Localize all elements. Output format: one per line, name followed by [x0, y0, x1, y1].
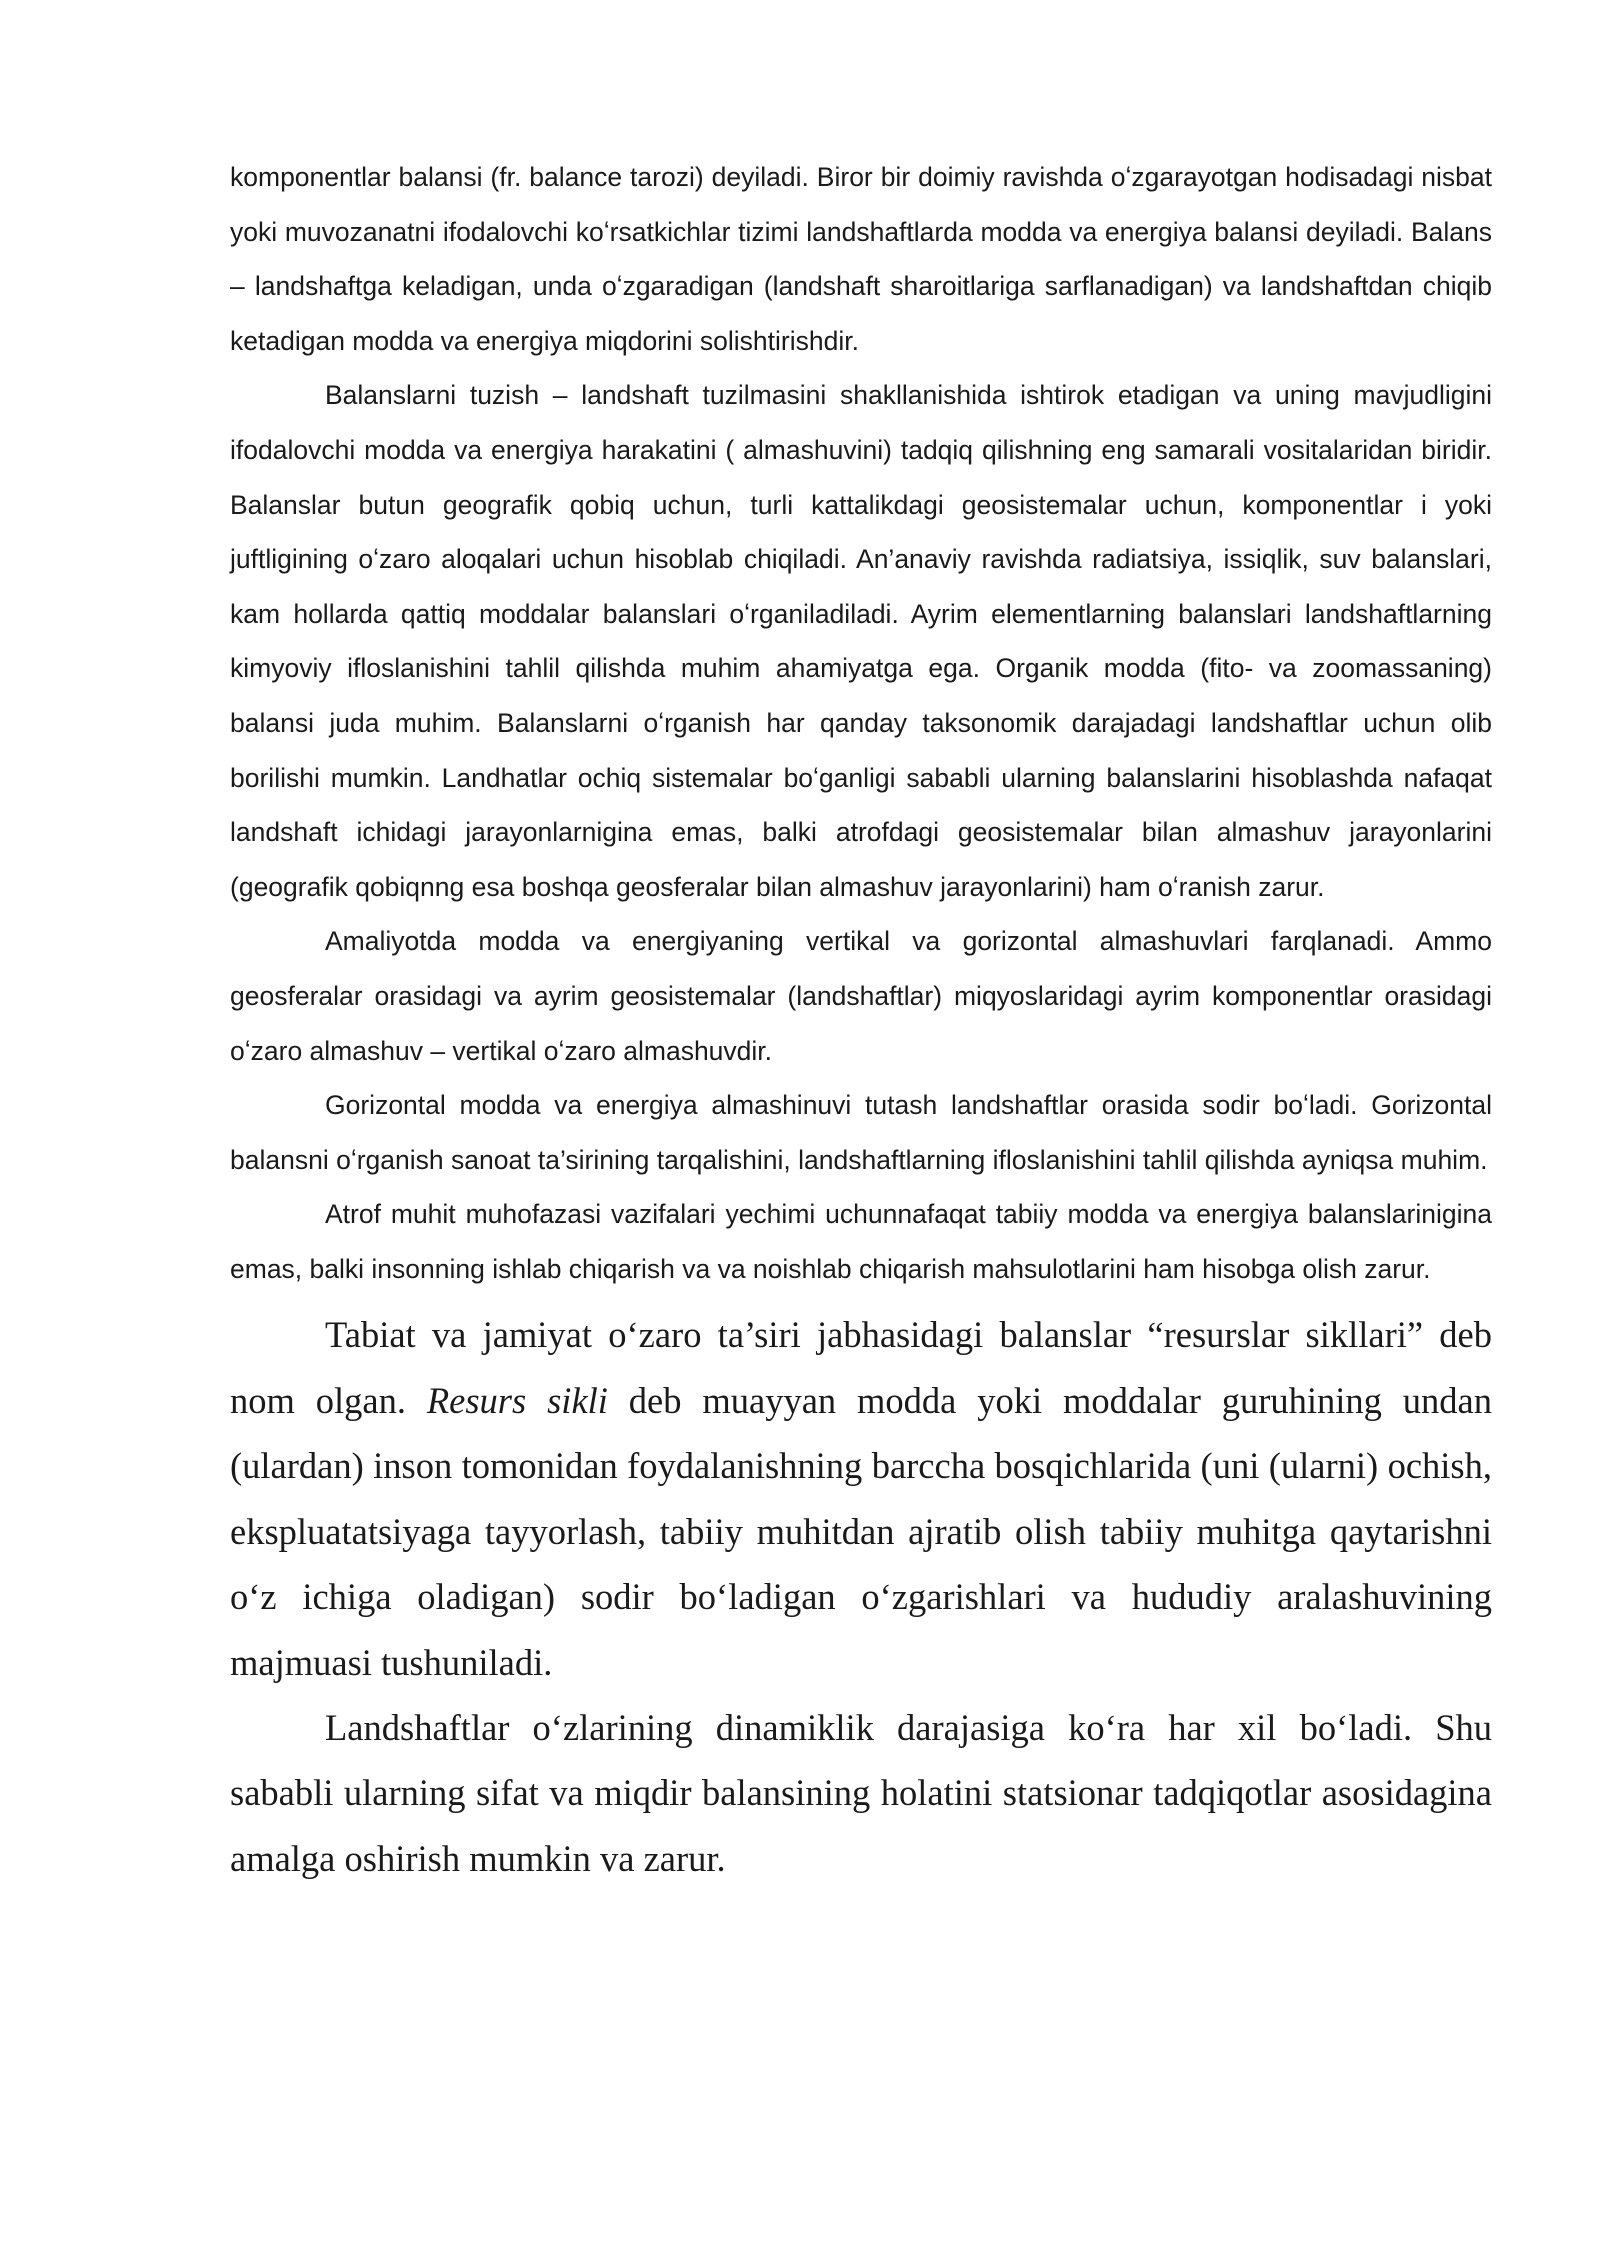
paragraph-balance-definition: komponentlar balansi (fr. balance tarozi) deyiladi. Biror bir doimiy ravishda oʻzgarayotgan hodisadagi nisbat yoki muvozanatni ifodalovchi koʻrsatkichlar tizimi landshaftlarda modda va energiya balansi deyiladi. Balans – landshaftga keladigan, unda oʻzgaradigan (landshaft sharoitlariga sarflanadigan) va landshaftdan chiqib ketadigan modda va energiya miqdorini solishtirishdir. — [230, 162, 1492, 356]
paragraph-landscape-dynamics: Landshaftlar oʻzlarining dinamiklik darajasiga koʻra har xil boʻladi. Shu sababli ularning sifat va miqdir balansining holatini statsionar tadqiqotlar asosidagina amalga oshirish mumkin va zarur. — [230, 1706, 1492, 1879]
document-page — [230, 150, 1492, 1891]
paragraph-environment-protection: Atrof muhit muhofazasi vazifalari yechimi uchunnafaqat tabiiy modda va energiya balanslarinigina emas, balki insonning ishlab chiqarish va va noishlab chiqarish mahsulotlarini ham hisobga olish zarur. — [230, 1199, 1492, 1284]
paragraph-vertical-exchange: Amaliyotda modda va energiyaning vertikal va gorizontal almashuvlari farqlanadi. Ammo geosferalar orasidagi va ayrim geosistemalar (landshaftlar) miqyoslaridagi ayrim komponentlar orasidagi oʻzaro almashuv – vertikal oʻzaro almashuvdir. — [230, 926, 1492, 1066]
resource-cycles-text-start: Tabiat va jamiyat oʻzaro ta’siri jabhasidagi balanslar “resurslar sikllari” deb nom olgan. — [230, 1314, 1492, 1421]
paragraph-horizontal-exchange: Gorizontal modda va energiya almashinuvi tutash landshaftlar orasida sodir boʻladi. Gorizontal balansni oʻrganish sanoat ta’sirining tarqalishini, landshaftlarning ifloslanishini tahlil qilishda ayniqsa muhim. — [230, 1090, 1492, 1175]
paragraph-balance-construction: Balanslarni tuzish – landshaft tuzilmasini shakllanishida ishtirok etadigan va uning mavjudligini ifodalovchi modda va energiya harakatini ( almashuvini) tadqiq qilishning eng samarali vositalaridan biridir. Balanslar butun geografik qobiq uchun, turli kattalikdagi geosistemalar uchun, komponentlar i yoki juftligining oʻzaro aloqalari uchun hisoblab chiqiladi. An’anaviy ravishda radiatsiya, issiqlik, suv balanslari, kam hollarda qattiq moddalar balanslari oʻrganiladiladi. Ayrim elementlarning balanslari landshaftlarning kimyoviy ifloslanishini tahlil qilishda muhim ahamiyatga ega. Organik modda (fito- va zoomassaning) balansi juda muhim. Balanslarni oʻrganish har qanday taksonomik darajadagi landshaftlar uchun olib borilishi mumkin. Landhatlar ochiq sistemalar boʻganligi sababli ularning balanslarini hisoblashda nafaqat landshaft ichidagi jarayonlarnigina emas, balki atrofdagi geosistemalar bilan almashuv jarayonlarini (geografik qobiqnng esa boshqa geosferalar bilan almashuv jarayonlarini) ham oʻranish zarur. — [230, 380, 1492, 902]
resource-cycles-text-end: deb muayyan modda yoki moddalar guruhining undan (ulardan) inson tomonidan foydalanishning barccha bosqichlarida (uni (ularni) ochish, ekspluatatsiyaga tayyorlash, tabiiy muhitdan ajratib olish tabiiy muhitga qaytarishni oʻz ichiga oladigan) sodir boʻladigan oʻzgarishlari va hududiy aralashuvining majmuasi tushuniladi. — [230, 1379, 1492, 1683]
paragraph-resource-cycles — [230, 1302, 1492, 1694]
resource-cycle-term: Resurs sikli — [426, 1379, 608, 1421]
